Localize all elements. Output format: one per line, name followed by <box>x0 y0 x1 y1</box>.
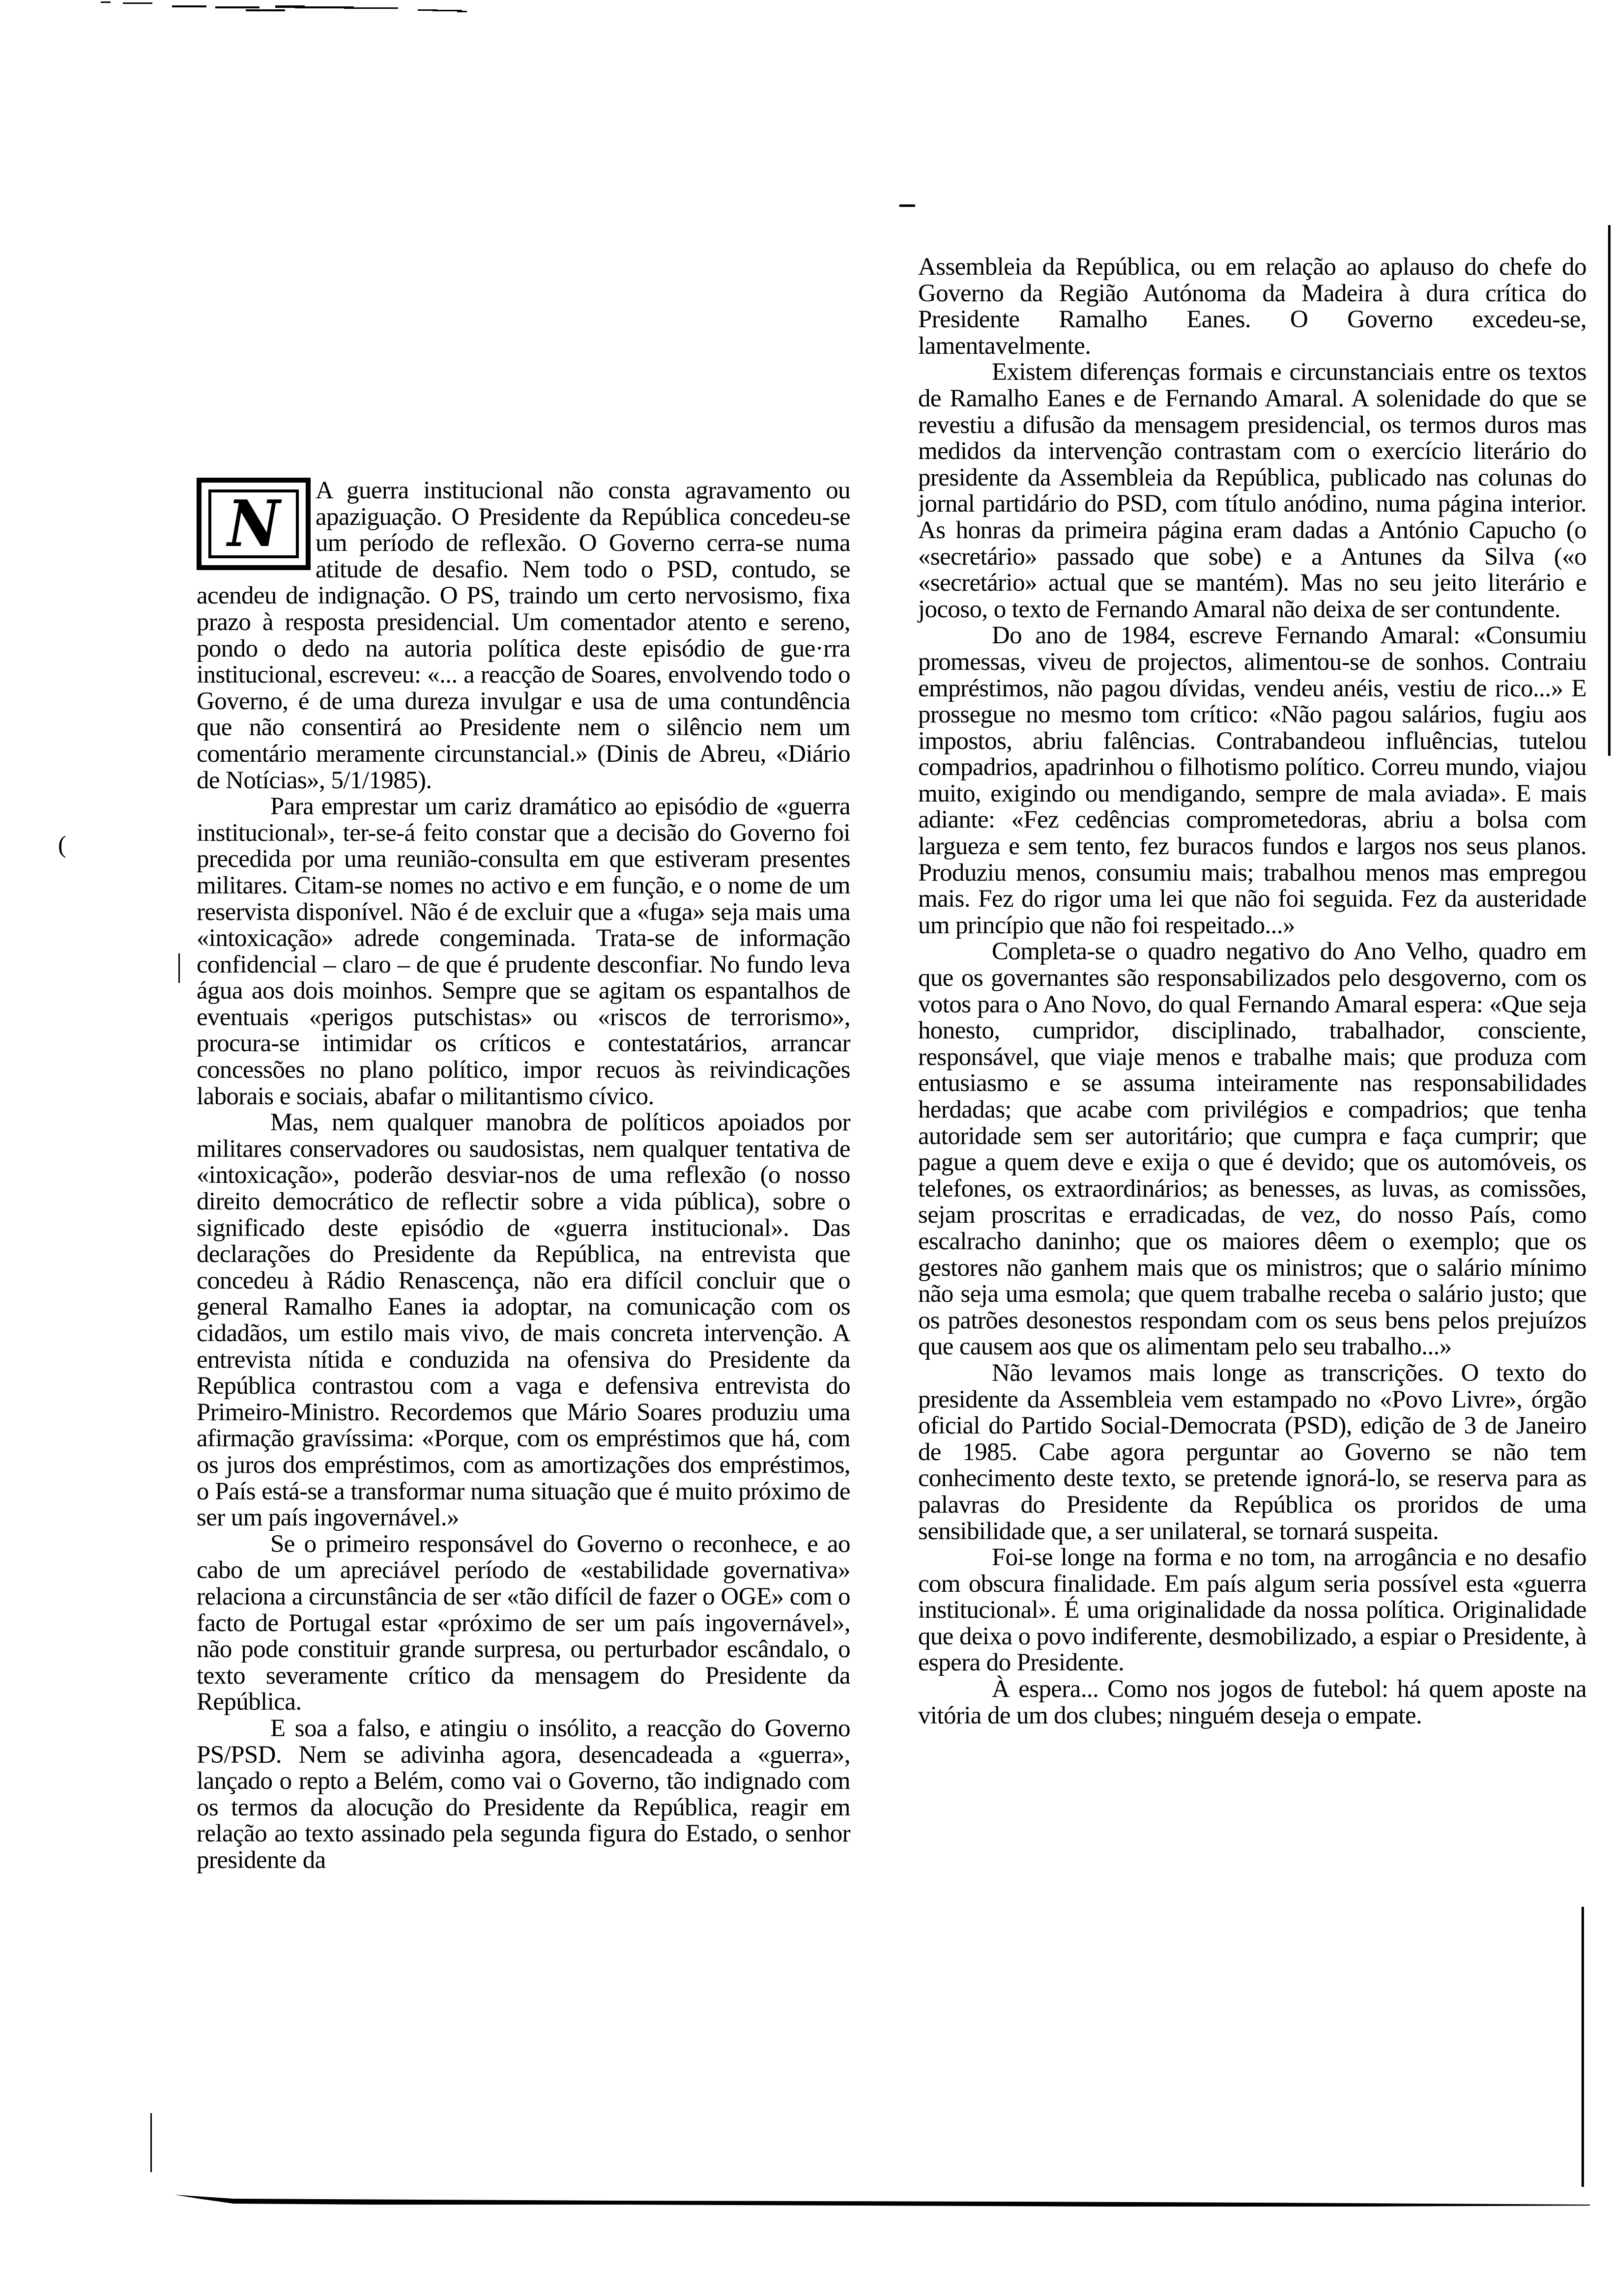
right-column-rule-lower <box>1582 1907 1584 2187</box>
paragraph: Existem diferenças formais e circunstanciais entre os textos de Ramalho Eanes e de Fernando Amaral. A solenidade do que se revestiu a difusão da mensagem presidencial, os termos duros mas medidos da intervenção contrastam com o exercício literário do presidente da Assembleia da República, publicado nas colunas do jornal partidário do PSD, com título anódino, numa página interior. As honras da primeira página eram dadas a António Capucho (o «secretário» passado que sobe) e a Antunes da Silva («o «secretário» actual que se mantém). Mas no seu jeito literário e jocoso, o texto de Fernando Amaral não deixa de ser contundente. <box>918 358 1586 623</box>
left-column <box>197 478 850 1873</box>
paragraph: A guerra institucional não consta agravamento ou apaziguação. O Presidente da República concedeu-se um período de reflexão. O Governo cerra-se numa atitude de desafio. Nem todo o PSD, contudo, se acendeu de indignação. O PS, traindo um certo nervosismo, fixa prazo à resposta presidencial. Um comentador atento e sereno, pondo o dedo na autoria política deste episódio de gue·rra institucional, escreveu: «... a reacção de Soares, envolvendo todo o Governo, é de uma dureza invulgar e usa de uma contundência que não consentirá ao Presidente nem o silêncio nem um comentário meramente circunstancial.» (Dinis de Abreu, «Diário de Notícias», 5/1/1985). <box>197 477 850 794</box>
paragraph: Mas, nem qualquer manobra de políticos apoiados por militares conservadores ou saudosistas, nem qualquer tentativa de «intoxicação», poderão desviar-nos de uma reflexão (o nosso direito democrático de reflectir sobre a vida pública), sobre o significado deste episódio de «guerra institucional». Das declarações do Presidente da República, na entrevista que concedeu à Rádio Renascença, não era difícil concluir que o general Ramalho Eanes ia adoptar, na comunicação com os cidadãos, um estilo mais vivo, de mais concreta intervenção. A entrevista nítida e conduzida na ofensiva do Presidente da República contrastou com a vaga e defensiva entrevista do Primeiro-Ministro. Recordemos que Mário Soares produziu uma afirmação gravíssima: «Porque, com os empréstimos que há, com os juros dos empréstimos, com as amortizações dos empréstimos, o País está-se a transformar numa situação que é muito próximo de ser um país ingovernável.» <box>197 1109 850 1532</box>
margin-line <box>178 953 180 983</box>
paragraph: Não levamos mais longe as transcrições. O texto do presidente da Assembleia vem estampado no «Povo Livre», órgão oficial do Partido Social-Democrata (PSD), edição de 3 de Janeiro de 1985. Cabe agora perguntar ao Governo se não tem conhecimento deste texto, se pretende ignorá-lo, se reserva para as palavras do Presidente da República os proridos de uma sensibilidade que, a ser unilateral, se tornará suspeita. <box>918 1359 1586 1545</box>
paragraph: Para emprestar um cariz dramático ao episódio de «guerra institucional», ter-se-á feito constar que a decisão do Governo foi precedida por uma reunião-consulta em que estiveram presentes militares. Citam-se nomes no activo e em função, e o nome de um reservista disponível. Não é de excluir que a «fuga» seja mais uma «intoxicação» adrede congeminada. Trata-se de informação confidencial – claro – de que é prudente desconfiar. No fundo leva água aos dois moinhos. Sempre que se agitam os espantalhos de eventuais «perigos putschistas» ou «riscos de terrorismo», procura-se intimidar os críticos e contestatários, arrancar concessões no plano político, impor recuos às reivindicações laborais e sociais, abafar o militantismo cívico. <box>197 793 850 1110</box>
scan-artifact <box>246 9 285 11</box>
paragraph: Assembleia da República, ou em relação ao aplauso do chefe do Governo da Região Autónoma da Madeira à dura crítica do Presidente Ramalho Eanes. O Governo excedeu-se, lamentavelmente. <box>918 253 1586 360</box>
scan-artifact <box>128 2 150 4</box>
scan-artifact <box>344 7 398 9</box>
margin-mark: ( <box>58 831 66 858</box>
dropcap-box <box>197 478 311 570</box>
margin-line <box>150 2113 152 2172</box>
bottom-rule <box>174 2195 1590 2208</box>
scan-artifact <box>172 5 206 7</box>
scan-artifact <box>101 1 111 3</box>
paragraph: Se o primeiro responsável do Governo o reconhece, e ao cabo de um apreciável período de «estabilidade governativa» relaciona a circunstância de ser «tão difícil de fazer o OGE» com o facto de Portugal estar «próximo de ser um país ingovernável», não pode constituir grande surpresa, ou perturbador escândalo, o texto severamente crítico da mensagem do Presidente da República. <box>197 1530 850 1716</box>
scan-artifact <box>457 11 467 12</box>
paragraph: À espera... Como nos jogos de futebol: há quem aposte na vitória de um dos clubes; ninguém deseja o empate. <box>918 1675 1586 1729</box>
paragraph: Completa-se o quadro negativo do Ano Velho, quadro em que os governantes são responsabilizados pelo desgoverno, com os votos para o Ano Novo, do qual Fernando Amaral espera: «Que seja honesto, cumpridor, disciplinado, trabalhador, consciente, responsável, que viaje menos e trabalhe mais; que produza com entusiasmo e se assuma inteiramente nas responsabilidades herdadas; que acabe com privilégios e compadrios; que tenha autoridade sem ser autoritário; que cumpra e faça cumprir; que pague a quem deve e exija o que é devido; que os automóveis, os telefones, os extraordinários; as benesses, as luvas, as comissões, sejam proscritas e erradicadas, de vez, do nosso País, como escalracho daninho; que os maiores dêem o exemplo; que os gestores não ganhem mais que os ministros; que o salário mínimo não seja uma esmola; que quem trabalhe receba o salário justo; que os patrões desonestos respondam com os seus bens pelos prejuízos que causem aos que os alimentam pelo seu trabalho...» <box>918 938 1586 1361</box>
dropcap-inner-frame <box>208 486 299 561</box>
paragraph: E soa a falso, e atingiu o insólito, a reacção do Governo PS/PSD. Nem se adivinha agora, desencadeada a «guerra», lançado o repto a Belém, como vai o Governo, tão indignado com os termos da alocução do Presidente da República, reagir em relação ao texto assinado pela segunda figura do Estado, o senhor presidente da <box>197 1714 850 1874</box>
right-column-rule-upper <box>1608 225 1611 756</box>
paragraph: Foi-se longe na forma e no tom, na arrogância e no desafio com obscura finalidade. Em país algum seria possível esta «guerra institucional». É uma originalidade da nossa política. Originalidade que deixa o povo indiferente, desmobilizado, a espiar o Presidente, à espera do Presidente. <box>918 1544 1586 1677</box>
scan-artifact <box>215 6 259 8</box>
dash-mark <box>899 204 915 207</box>
right-column <box>918 254 1586 1729</box>
dropcap-letter: N <box>227 486 280 561</box>
paragraph: Do ano de 1984, escreve Fernando Amaral: «Consumiu promessas, viveu de projectos, alimentou-se de sonhos. Contraiu empréstimos, não pagou dívidas, vendeu anéis, vestiu de rico...» E prossegue no mesmo tom crítico: «Não pagou salários, fugiu aos impostos, abriu falências. Contrabandeou influências, tutelou compadrios, apadrinhou o filhotismo político. Correu mundo, viajou muito, exigindo ou mendigando, sempre de mala aviada». E mais adiante: «Fez cedências comprometedoras, abriu a bolsa com largueza e sem tento, fez buracos fundos e largos nos seus planos. Produziu menos, consumiu mais; trabalhou menos mas empregou mais. Fez do rigor uma lei que não foi seguida. Fez da austeridade um princípio que não foi respeitado...» <box>918 622 1586 939</box>
